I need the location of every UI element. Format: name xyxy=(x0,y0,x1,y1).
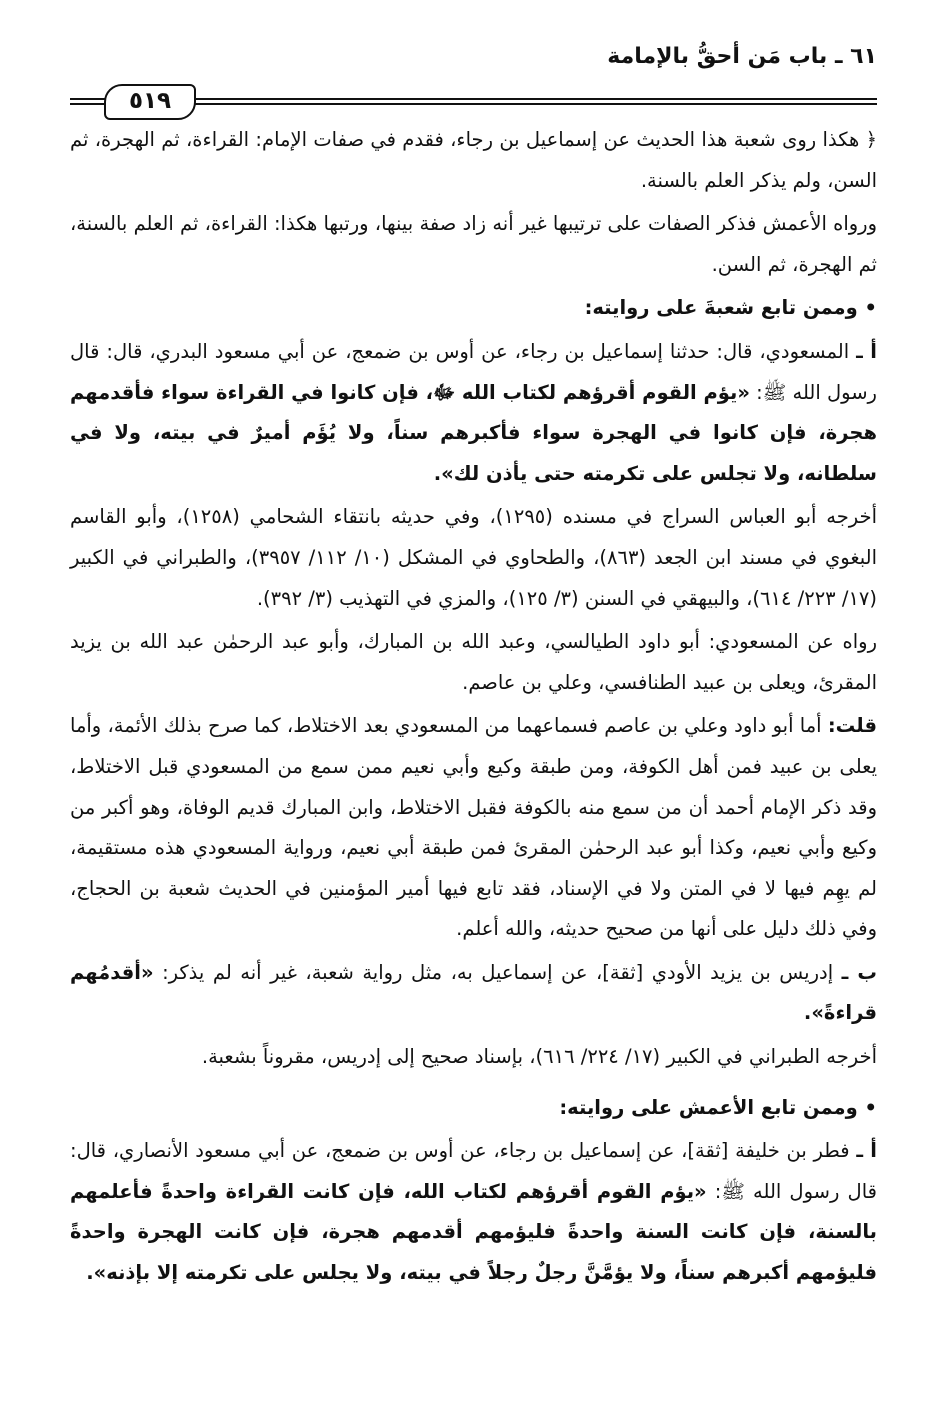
section-heading-1: • وممن تابع شعبةَ على روايته: xyxy=(584,296,877,320)
paragraph-9-text: فطر بن خليفة [ثقة]، عن إسماعيل بن رجاء، عن أوس بن ضمعج، عن أبي مسعود الأنصاري، قال: قال رسول الله ﷺ: xyxy=(70,1139,877,1203)
paragraph-6 xyxy=(70,706,877,950)
paragraph-1: ﴿ هكذا روى شعبة هذا الحديث عن إسماعيل بن رجاء، فقدم في صفات الإمام: القراءة، ثم الهجرة، ثم السن، ولم يذكر العلم بالسنة. xyxy=(70,128,877,192)
paragraph-7 xyxy=(70,953,877,1034)
item-marker: أ ـ xyxy=(856,1139,877,1163)
page-number: ٥١٩ xyxy=(104,84,196,120)
paragraph-5: رواه عن المسعودي: أبو داود الطيالسي، وعبد الله بن المبارك، وأبو عبد الرحمٰن عبد الله بن يزيد المقرئ، ويعلى بن عبيد الطنافسي، وعلي بن عاصم. xyxy=(70,630,877,694)
page-header xyxy=(70,28,877,120)
item-marker: أ ـ xyxy=(856,339,877,363)
paragraph-8: أخرجه الطبراني في الكبير (١٧/ ٢٢٤/ ٦١٦)، بإسناد صحيح إلى إدريس، مقروناً بشعبة. xyxy=(201,1045,877,1069)
page-body xyxy=(70,120,877,1294)
comment-marker: قلت: xyxy=(827,714,877,738)
section-heading-2: • وممن تابع الأعمش على روايته: xyxy=(559,1095,877,1119)
paragraph-6-text: أما أبو داود وعلي بن عاصم فسماعهما من المسعودي بعد الاختلاط، كما صرح بذلك الأئمة، وأما يعلى بن عبيد فمن أهل الكوفة، ومن طبقة وكيع وأبي نعيم ممن سمع من المسعودي قبل الاختلاط، وقد ذكر الإمام أحمد أن من سمع منه بالكوفة فقبل الاختلاط، وابن المبارك قديم الوفاة، وهو أكبر من وكيع وأبي نعيم، وكذا أبو عبد الرحمٰن المقرئ فمن طبقة أبي نعيم، ورواية المسعودي هذه مستقيمة، لم يهِم فيها لا في المتن ولا في الإسناد، فقد تابع فيها أمير المؤمنين في الحديث شعبة بن الحجاج، وفي ذلك دليل على أنها من صحيح حديثه، والله أعلم. xyxy=(70,714,877,941)
hadith-text: «يؤم القوم أقرؤهم لكتاب الله ﷻ، فإن كانوا في القراءة سواء فأقدمهم هجرة، فإن كانوا في الهجرة سواء فأكبرهم سناً، ولا يُؤَم أميرٌ في بيته، ولا في سلطانه، ولا تجلس على تكرمته حتى يأذن لك». xyxy=(70,380,877,485)
hadith-text: «يؤم القوم أقرؤهم لكتاب الله، فإن كانت القراءة واحدةً فأعلمهم بالسنة، فإن كانت السنة واحدةً فليؤمهم أقدمهم هجرة، فإن كانت الهجرة واحدةً فليؤمهم أكبرهم سناً، ولا يؤمَّنَّ رجلٌ رجلاً في بيته، ولا يجلس على تكرمته إلا بإذنه». xyxy=(70,1179,877,1285)
hadith-text: «أقدمُهم قراءةً». xyxy=(70,960,877,1025)
paragraph-4: أخرجه أبو العباس السراج في مسنده (١٢٩٥)، وفي حديثه بانتقاء الشحامي (١٢٥٨)، وأبو القاسم البغوي في مسند ابن الجعد (٨٦٣)، والطحاوي في المشكل (١٠/ ١١٢/ ٣٩٥٧)، والطبراني في الكبير (١٧/ ٢٢٣/ ٦١٤)، والبيهقي في السنن (٣/ ١٢٥)، والمزي في التهذيب (٣/ ٣٩٢). xyxy=(70,505,877,610)
paragraph-9 xyxy=(70,1131,877,1293)
item-marker: ب ـ xyxy=(841,960,877,984)
paragraph-2: ورواه الأعمش فذكر الصفات على ترتيبها غير أنه زاد صفة بينها، ورتبها هكذا: القراءة، ثم العلم بالسنة، ثم الهجرة، ثم السن. xyxy=(70,212,877,276)
chapter-title: ٦١ ـ باب مَن أحقُّ بالإمامة xyxy=(607,44,877,69)
paragraph-3-text: المسعودي، قال: حدثنا إسماعيل بن رجاء، عن أوس بن ضمعج، عن أبي مسعود البدري، قال: قال رسول الله ﷺ: xyxy=(70,339,877,404)
paragraph-7-text: إدريس بن يزيد الأودي [ثقة]، عن إسماعيل به، مثل رواية شعبة، غير أنه لم يذكر: xyxy=(153,960,842,984)
paragraph-3 xyxy=(70,332,877,494)
